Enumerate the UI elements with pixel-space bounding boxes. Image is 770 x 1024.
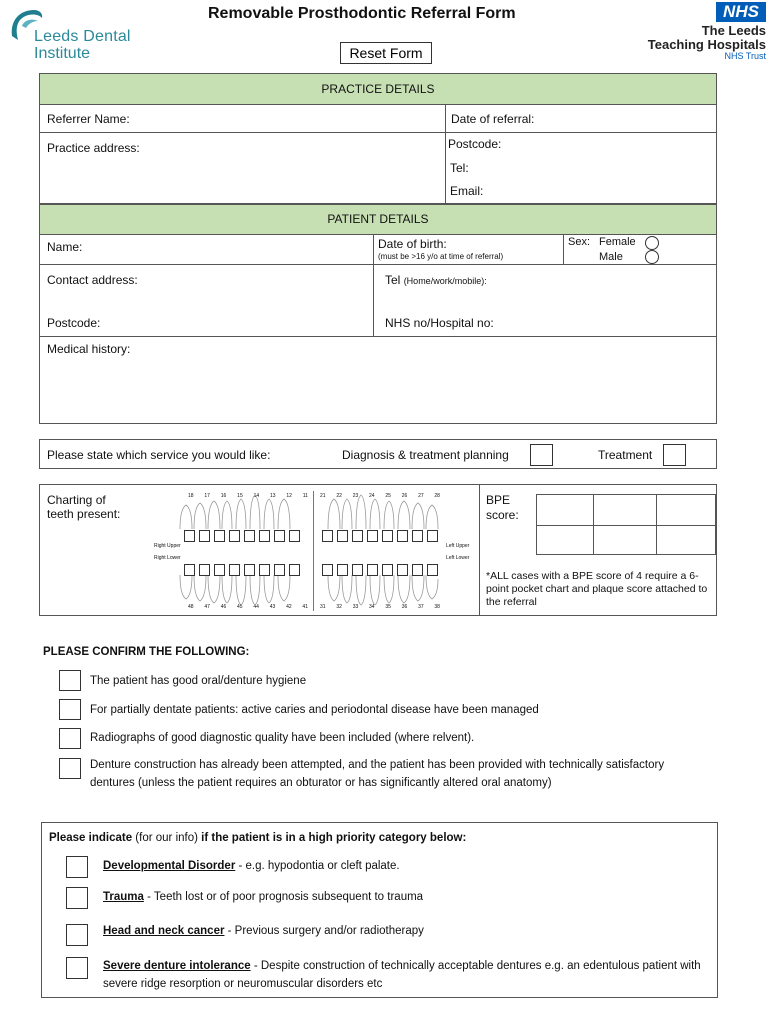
charting-section [39,484,717,616]
trust-name-line1: The Leeds [701,23,766,38]
practice-address-field[interactable]: Practice address: [47,141,140,155]
leeds-dental-institute-logo [8,6,148,66]
quadrant-left-upper: Left Upper [446,543,470,549]
tooth-checkbox[interactable] [214,530,225,542]
medical-history-field[interactable]: Medical history: [47,342,131,356]
tooth-number: 12 [286,493,292,499]
tooth-number: 36 [401,604,408,610]
confirm-checkbox-radiographs[interactable] [59,728,81,749]
priority-item-cancer [103,922,713,940]
tooth-checkbox[interactable] [259,564,270,576]
tooth-number: 27 [418,493,424,499]
diagnosis-option-label: Diagnosis & treatment planning [342,448,509,462]
tooth-number: 35 [385,604,391,610]
confirm-item-radiographs: Radiographs of good diagnostic quality have been included (where relvent). [90,732,475,744]
sex-label: Sex: [568,236,591,248]
bpe-cell[interactable] [657,495,715,525]
tooth-checkbox[interactable] [289,530,300,542]
bpe-cell[interactable] [594,495,656,525]
priority-item-title: Severe denture intolerance [103,960,251,972]
patient-details-section [39,204,717,424]
priority-item-desc: - Despite construction of technically acceptable dentures e.g. an edentulous patient with severe ridge resorption or neuromuscular disorders etc [103,960,701,990]
charting-label-line2: teeth present: [47,507,121,521]
male-radio-icon[interactable] [645,250,659,264]
tooth-number: 42 [286,604,292,610]
priority-item-trauma [103,888,713,906]
practice-details-section [39,73,717,204]
tooth-checkbox[interactable] [244,564,255,576]
dob-age-note: (must be >16 y/o at time of referral) [378,252,504,261]
priority-item-intolerance [103,957,713,993]
priority-item-desc: - Teeth lost or of poor prognosis subsequent to trauma [143,891,424,903]
tooth-number: 26 [401,493,408,499]
tooth-number: 24 [369,493,375,499]
priority-intro [49,832,709,844]
confirm-title: PLEASE CONFIRM THE FOLLOWING: [43,646,250,658]
confirm-checkbox-dentures[interactable] [59,758,81,779]
priority-item-title: Head and neck cancer [103,925,225,937]
trust-name-line2: Teaching Hospitals [647,37,766,52]
tooth-checkbox[interactable] [352,564,363,576]
tooth-number: 13 [269,493,276,499]
confirm-item-dentures: Denture construction has already been attempted, and the patient has been provided with technically satisfactory dentures (unless the patient requires an obturator or has significantly altered oral anatomy) [90,759,665,789]
tooth-checkbox[interactable] [229,564,240,576]
tooth-number: 34 [369,604,375,610]
patient-tel-note: (Home/work/mobile): [403,276,487,286]
tooth-checkbox[interactable] [412,564,423,576]
tooth-number: 33 [352,604,359,610]
priority-intro-bold1: Please indicate [49,832,133,844]
tooth-number: 25 [385,493,391,499]
patient-postcode-field[interactable]: Postcode: [47,316,101,330]
tooth-checkbox[interactable] [412,530,423,542]
female-label: Female [599,236,636,248]
bpe-label-line1: BPE [486,493,511,507]
bpe-cell[interactable] [657,526,715,554]
tooth-checkbox[interactable] [229,530,240,542]
quadrant-right-upper: Right Upper [154,543,181,549]
tooth-number: 15 [237,493,243,499]
confirm-item-caries: For partially dentate patients: active caries and periodontal disease have been managed [90,704,539,716]
date-of-referral-field[interactable]: Date of referral: [451,112,535,126]
bpe-cell[interactable] [537,495,593,525]
tooth-number: 14 [253,493,260,499]
tooth-checkbox[interactable] [397,564,408,576]
bpe-cell[interactable] [594,526,656,554]
priority-item-developmental [103,857,713,875]
teeth-outline-icon [148,489,478,613]
bpe-cell[interactable] [537,526,593,554]
tooth-checkbox[interactable] [382,564,393,576]
trust-name-line3: NHS Trust [724,51,766,61]
tooth-checkbox[interactable] [367,530,378,542]
priority-checkbox-cancer[interactable] [66,924,88,946]
tooth-checkbox[interactable] [322,530,333,542]
tooth-number: 38 [434,604,440,610]
female-radio-icon[interactable] [645,236,659,250]
bpe-score-grid [536,494,716,555]
confirm-checkbox-hygiene[interactable] [59,670,81,691]
priority-item-title: Developmental Disorder [103,860,236,872]
practice-email-field[interactable]: Email: [450,184,484,198]
priority-item-desc: - Previous surgery and/or radiotherapy [224,925,424,937]
priority-checkbox-trauma[interactable] [66,887,88,909]
priority-checkbox-intolerance[interactable] [66,957,88,979]
service-selection-row [39,439,717,469]
tooth-checkbox[interactable] [397,530,408,542]
priority-item-desc: - e.g. hypodontia or cleft palate. [235,860,400,872]
date-of-birth-field[interactable]: Date of birth: [378,237,447,251]
confirm-item-hygiene: The patient has good oral/denture hygiene [90,675,307,687]
patient-tel-field[interactable] [385,273,487,287]
service-prompt: Please state which service you would like: [47,448,271,462]
tooth-checkbox[interactable] [199,530,210,542]
institute-name-line2: Institute [34,45,91,62]
treatment-checkbox[interactable] [663,444,686,466]
patient-name-field[interactable]: Name: [47,240,83,254]
tooth-number: 23 [352,493,359,499]
tooth-checkbox[interactable] [427,564,438,576]
tooth-number: 41 [302,604,308,610]
bpe-label-line2: score: [486,508,519,522]
contact-address-field[interactable]: Contact address: [47,273,138,287]
diagnosis-checkbox[interactable] [530,444,553,466]
practice-postcode-field[interactable]: Postcode: [448,137,502,151]
practice-tel-field[interactable]: Tel: [450,161,469,175]
dental-chart [148,489,478,613]
reset-form-button[interactable]: Reset Form [340,42,432,64]
nhs-logo: NHS [716,2,766,22]
tooth-checkbox[interactable] [274,564,285,576]
priority-intro-normal: (for our info) [132,832,202,844]
confirm-checkbox-caries[interactable] [59,699,81,720]
form-title: Removable Prosthodontic Referral Form [208,5,516,22]
referrer-name-field[interactable]: Referrer Name: [47,112,130,126]
tooth-checkbox[interactable] [427,530,438,542]
tooth-checkbox[interactable] [274,530,285,542]
tooth-number: 17 [204,493,210,499]
tooth-number: 45 [237,604,243,610]
tooth-checkbox[interactable] [352,530,363,542]
priority-intro-bold2: if the patient is in a high priority category below: [201,832,467,844]
tooth-number: 28 [434,493,440,499]
treatment-option-label: Treatment [598,448,653,462]
tooth-checkbox[interactable] [199,564,210,576]
quadrant-left-lower: Left Lower [446,555,470,561]
tooth-number: 31 [320,604,326,610]
bpe-note: *ALL cases with a BPE score of 4 require a 6-point pocket chart and plaque score attached to the referral [486,570,708,608]
tooth-checkbox[interactable] [322,564,333,576]
tooth-checkbox[interactable] [367,564,378,576]
tooth-checkbox[interactable] [289,564,300,576]
tooth-number: 37 [418,604,424,610]
priority-item-title: Trauma [103,891,144,903]
tooth-number: 46 [220,604,227,610]
tooth-checkbox[interactable] [214,564,225,576]
patient-details-heading: PATIENT DETAILS [40,205,716,234]
tooth-number: 32 [336,604,342,610]
tooth-number: 47 [204,604,210,610]
quadrant-right-lower: Right Lower [154,555,181,561]
male-label: Male [599,251,623,263]
tooth-number: 18 [188,493,194,499]
tooth-number: 22 [336,493,342,499]
tooth-number: 21 [320,493,326,499]
practice-details-heading: PRACTICE DETAILS [40,74,716,104]
tooth-number: 16 [220,493,227,499]
tooth-number: 43 [269,604,276,610]
tooth-number: 44 [253,604,259,610]
tooth-checkbox[interactable] [184,530,195,542]
tooth-checkbox[interactable] [382,530,393,542]
tooth-checkbox[interactable] [184,564,195,576]
patient-tel-label: Tel [385,273,401,287]
nhs-number-field[interactable]: NHS no/Hospital no: [385,316,494,330]
tooth-number: 48 [188,604,194,610]
tooth-checkbox[interactable] [337,530,348,542]
institute-name-line1: Leeds Dental [34,28,131,45]
tooth-checkbox[interactable] [259,530,270,542]
tooth-checkbox[interactable] [337,564,348,576]
tooth-checkbox[interactable] [244,530,255,542]
charting-label-line1: Charting of [47,493,106,507]
tooth-number: 11 [302,493,308,499]
priority-checkbox-developmental[interactable] [66,856,88,878]
